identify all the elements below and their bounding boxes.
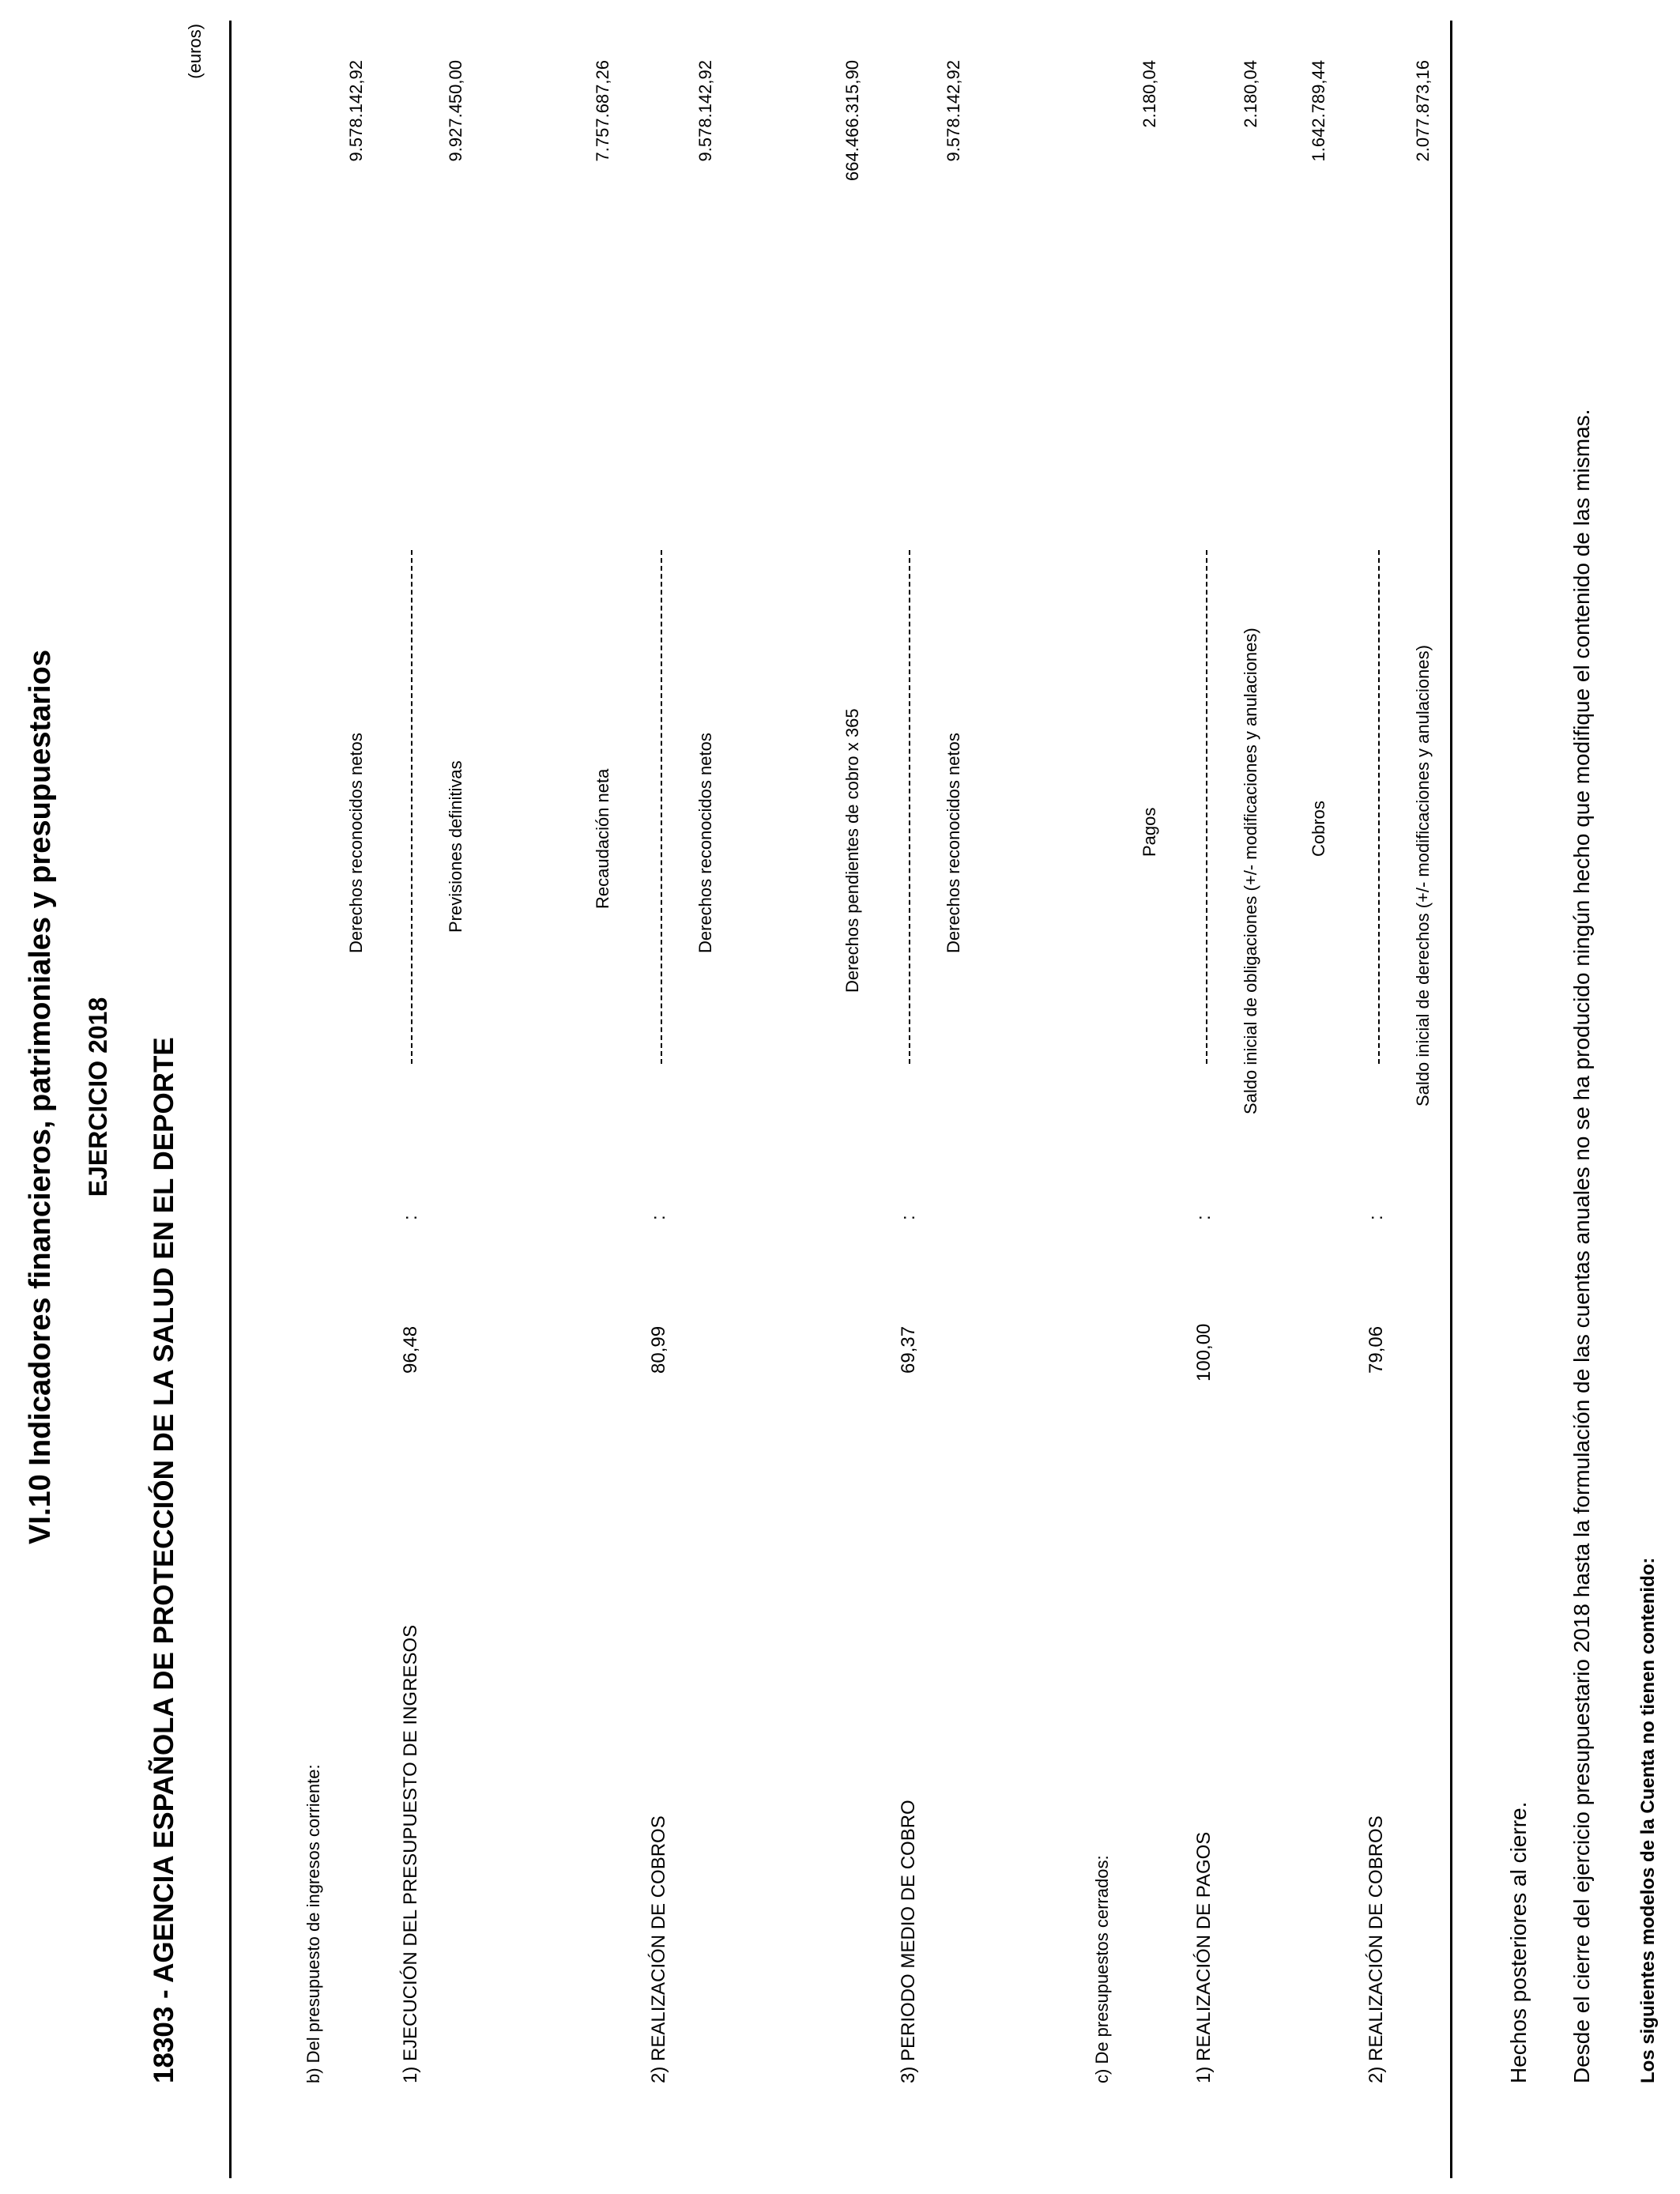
page-title: VI.10 Indicadores financieros, patrimoniales y presupuestarios [24, 650, 57, 1544]
numerator-label: Cobros [1309, 801, 1328, 857]
indicator-label: 1) EJECUCIÓN DEL PRESUPUESTO DE INGRESOS [400, 1624, 421, 2083]
section-c-heading: c) De presupuestos cerrados: [1092, 1855, 1112, 2083]
denominator-value: 9.927.450,00 [446, 60, 465, 162]
fraction-line [909, 550, 910, 1064]
empty-models-note: Los siguientes modelos de la Cuenta no tienen contenido: [1637, 1557, 1659, 2083]
header-rule [229, 21, 232, 2178]
units-label: (euros) [185, 24, 205, 79]
indicator-value: 79,06 [1365, 1325, 1387, 1374]
indicator-value: 69,37 [898, 1325, 919, 1374]
fraction-line [1206, 550, 1207, 1064]
events-title: Hechos posteriores al cierre. [1506, 1801, 1531, 2083]
denominator-value: 9.578.142,92 [695, 60, 715, 162]
numerator-label: Derechos pendientes de cobro x 365 [842, 708, 862, 993]
footer-rule [1450, 21, 1452, 2178]
fraction-line [661, 550, 662, 1064]
indicator-separator: : [1365, 1215, 1387, 1220]
indicator-separator: : [400, 1215, 421, 1220]
denominator-label: Saldo inicial de derechos (+/- modificaciones y anulaciones) [1413, 645, 1433, 1106]
section-b-heading: b) Del presupuesto de ingresos corriente: [303, 1764, 323, 2083]
numerator-value: 2.180,04 [1139, 60, 1159, 128]
denominator-label: Derechos reconocidos netos [695, 733, 715, 953]
numerator-value: 664.466.315,90 [842, 60, 862, 181]
fraction-line [1378, 550, 1380, 1064]
denominator-label: Saldo inicial de obligaciones (+/- modificaciones y anulaciones) [1241, 628, 1260, 1114]
indicator-label: 3) PERIODO MEDIO DE COBRO [898, 1800, 919, 2083]
numerator-label: Pagos [1139, 807, 1159, 857]
indicator-value: 96,48 [400, 1325, 421, 1374]
indicator-label: 2) REALIZACIÓN DE COBROS [1365, 1815, 1387, 2083]
numerator-value: 1.642.789,44 [1309, 60, 1328, 162]
denominator-value: 2.180,04 [1241, 60, 1260, 128]
numerator-label: Recaudación neta [593, 768, 612, 909]
denominator-label: Derechos reconocidos netos [944, 733, 963, 953]
indicator-separator: : [898, 1215, 919, 1220]
indicator-separator: : [1193, 1215, 1215, 1220]
indicator-label: 1) REALIZACIÓN DE PAGOS [1193, 1831, 1215, 2083]
numerator-value: 7.757.687,26 [593, 60, 612, 162]
indicator-value: 100,00 [1193, 1323, 1215, 1382]
events-text: Desde el cierre del ejercicio presupuestario 2018 hasta la formulación de las cuentas anuales no se ha producido ningún hecho que modifique el contenido de las mismas. [1569, 409, 1594, 2083]
exercise-title: EJERCICIO 2018 [84, 997, 112, 1197]
numerator-label: Derechos reconocidos netos [346, 733, 366, 953]
indicator-label: 2) REALIZACIÓN DE COBROS [648, 1815, 669, 2083]
entity-title: 18303 - AGENCIA ESPAÑOLA DE PROTECCIÓN DE LA SALUD EN EL DEPORTE [149, 1037, 179, 2083]
denominator-value: 2.077.873,16 [1413, 60, 1433, 162]
denominator-value: 9.578.142,92 [944, 60, 963, 162]
fraction-line [411, 550, 412, 1064]
numerator-value: 9.578.142,92 [346, 60, 366, 162]
indicator-value: 80,99 [648, 1325, 669, 1374]
indicator-separator: : [648, 1215, 669, 1220]
denominator-label: Previsiones definitivas [446, 760, 465, 933]
